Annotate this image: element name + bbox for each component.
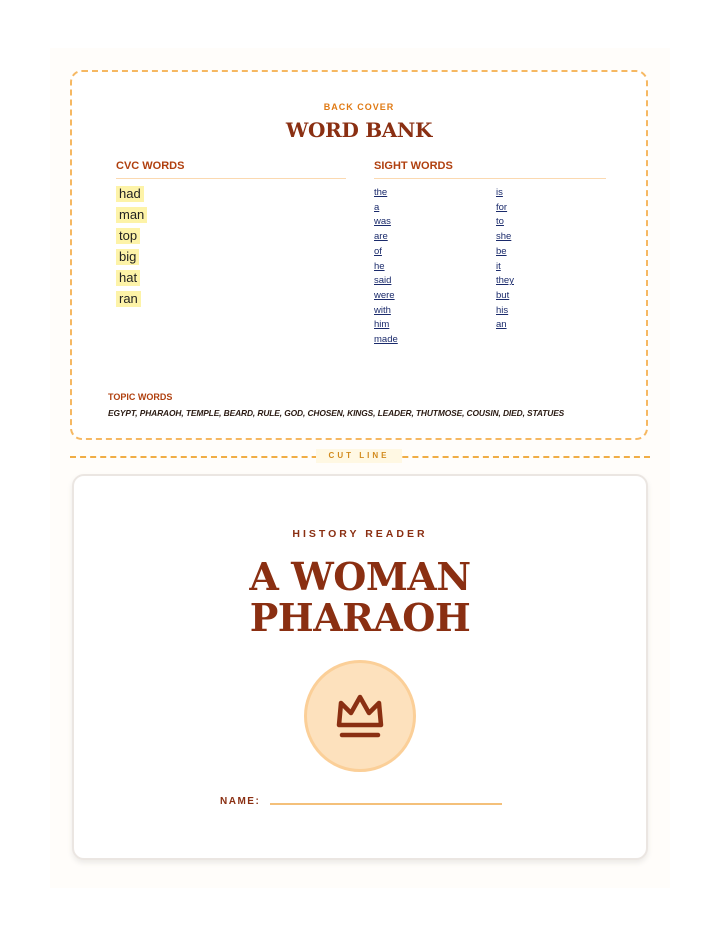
sight-word-link[interactable]: with — [374, 304, 391, 316]
cut-line-label: CUT LINE — [316, 449, 402, 463]
sight-word-link[interactable]: he — [374, 260, 385, 272]
name-write-line[interactable] — [270, 803, 502, 805]
sight-word-link[interactable]: it — [496, 260, 501, 272]
sight-word-link[interactable]: for — [496, 201, 508, 213]
cvc-word: big — [116, 249, 139, 265]
back-cover-card — [70, 70, 648, 440]
sight-words-heading: SIGHT WORDS — [374, 160, 606, 179]
cvc-words-heading: CVC WORDS — [116, 160, 346, 179]
cvc-word-list — [116, 186, 147, 312]
crown-badge — [304, 660, 416, 772]
sight-word-link[interactable]: is — [496, 187, 503, 198]
sight-word-link[interactable]: said — [374, 275, 392, 287]
word-bank-title: WORD BANK — [285, 118, 433, 142]
sight-word-link[interactable]: but — [496, 289, 510, 301]
sight-words-column-2 — [496, 186, 514, 333]
sight-word-link[interactable]: they — [496, 275, 514, 287]
history-reader-eyebrow: HISTORY READER — [292, 528, 428, 540]
cvc-word: top — [116, 228, 140, 244]
name-label: NAME: — [220, 796, 261, 807]
sight-word-link[interactable]: be — [496, 245, 507, 257]
sight-word-link[interactable]: she — [496, 231, 512, 243]
sight-word-link[interactable]: are — [374, 231, 388, 243]
topic-words-heading: TOPIC WORDS — [108, 392, 173, 402]
cvc-word: hat — [116, 270, 140, 286]
sight-word-link[interactable]: the — [374, 187, 388, 198]
back-cover-eyebrow: BACK COVER — [323, 102, 395, 112]
sight-word-link[interactable]: was — [374, 216, 391, 228]
cvc-word: had — [116, 186, 144, 202]
sight-word-link[interactable]: made — [374, 334, 398, 346]
book-title — [74, 556, 646, 638]
front-cover-card — [72, 474, 648, 860]
sight-word-link[interactable]: of — [374, 245, 382, 257]
sight-word-link[interactable]: a — [374, 201, 380, 213]
sight-words-column-1 — [374, 186, 398, 348]
topic-words-list: EGYPT, PHARAOH, TEMPLE, BEARD, RULE, GOD, CHOSEN, KINGS, LEADER, THUTMOSE, COUSIN, DIED, STATUES — [108, 408, 565, 418]
book-title-line-2: PHARAOH — [249, 595, 471, 640]
sight-word-link[interactable]: were — [374, 289, 395, 301]
sight-word-link[interactable]: an — [496, 319, 507, 331]
sight-word-link[interactable]: his — [496, 304, 509, 316]
sight-word-link[interactable]: him — [374, 319, 390, 331]
cvc-word: ran — [116, 291, 141, 307]
sight-word-link[interactable]: to — [496, 216, 504, 228]
cvc-word: man — [116, 207, 147, 223]
book-title-line-1: A WOMAN — [249, 554, 471, 599]
crown-icon — [334, 691, 386, 741]
